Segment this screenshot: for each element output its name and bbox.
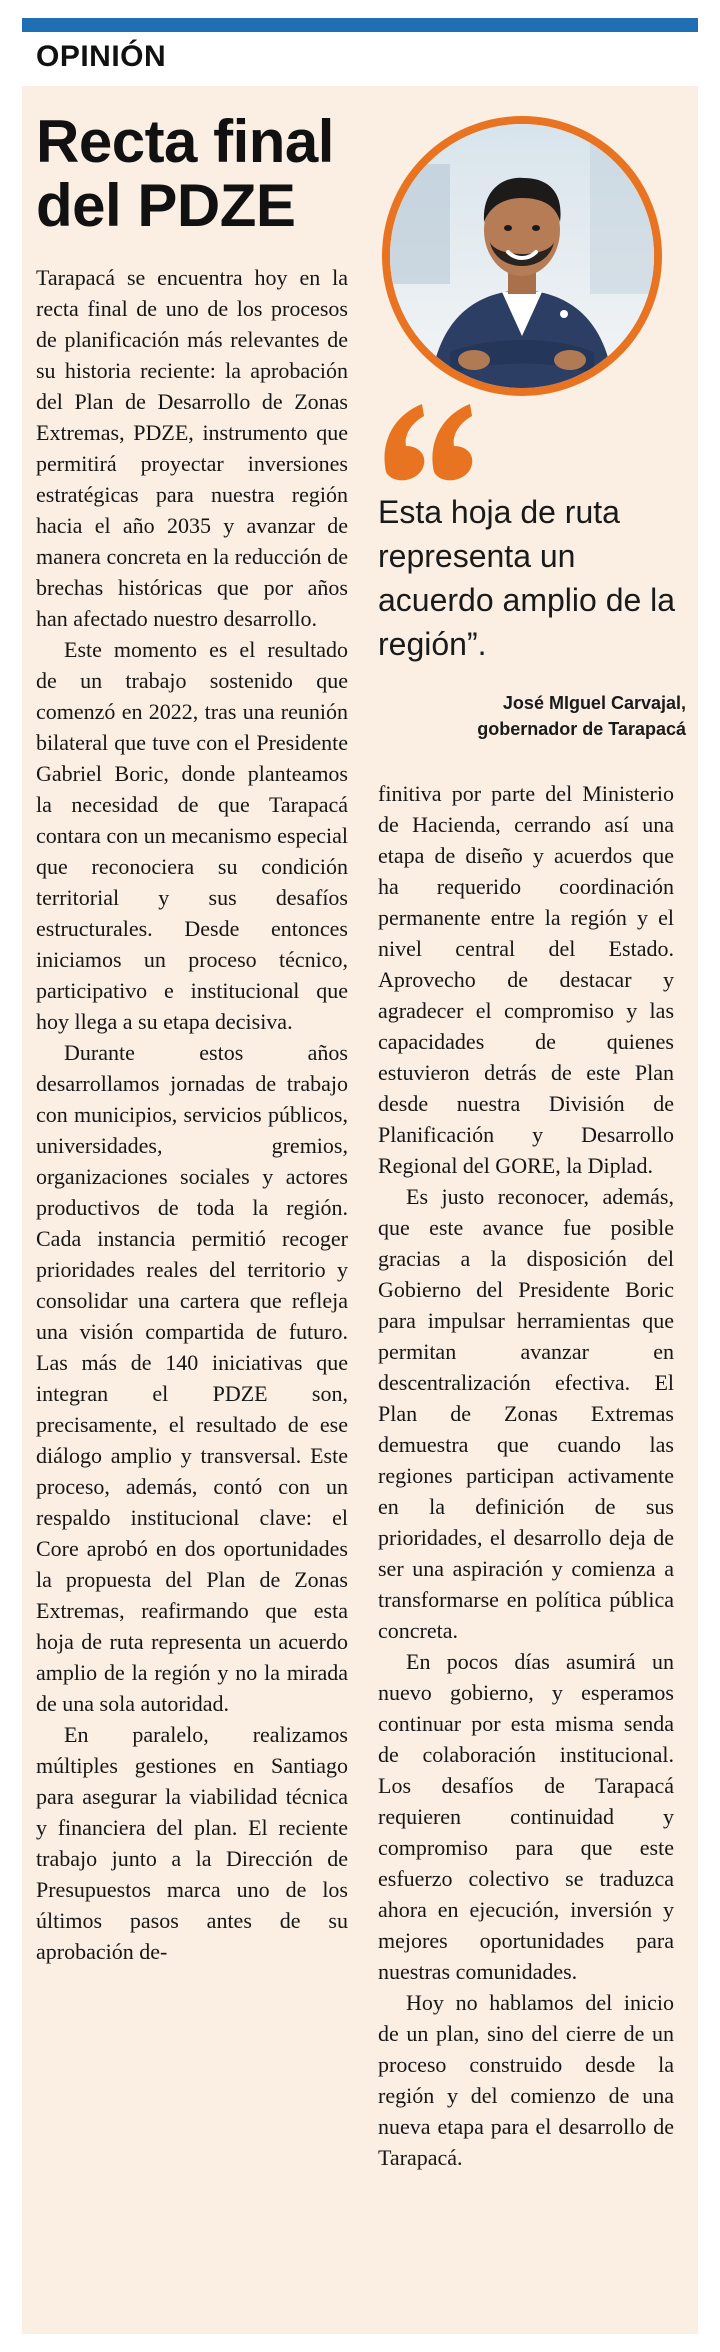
paragraph: finitiva por parte del Ministerio de Hacienda, cerrando así una etapa de diseño y acuerdos que ha requerido coordinación permanente entre la región y el nivel central del Estado. Aprovecho de destacar y agradecer el compromiso y las capacidades de quienes estuvieron detrás de este Plan desde nuestra División de Planificación y Desarrollo Regional del GORE, la Diplad. bbox=[378, 781, 674, 1178]
paragraph: Tarapacá se encuentra hoy en la recta final de uno de los procesos de planificación más relevantes de su historia reciente: la aprobación del Plan de Desarrollo de Zonas Extremas, PDZE, instrumento que permitirá proyectar inversiones estratégicas para nuestra región hacia el año 2035 y avanzar de manera concreta en la reducción de brechas históricas que por años han afectado nuestro desarrollo. bbox=[36, 265, 348, 631]
paragraph: En paralelo, realizamos múltiples gestiones en Santiago para asegurar la viabilidad técnica y financiera del plan. El reciente trabajo junto a la Dirección de Presupuestos marca uno de los últimos pasos antes de su aprobación de- bbox=[36, 1722, 348, 1964]
paragraph: Es justo reconocer, además, que este avance fue posible gracias a la disposición del Gobierno del Presidente Boric para impulsar herramientas que permitan avanzar en descentralización efectiva. El Plan de Zonas Extremas demuestra que cuando las regiones participan activamente en la definición de sus prioridades, el desarrollo deja de ser una aspiración y comienza a transformarse en política pública concreta. bbox=[378, 1184, 674, 1643]
paragraph: Hoy no hablamos del inicio de un plan, sino del cierre de un proceso construido desde la región y del comienzo de una nueva etapa para el desarrollo de Tarapacá. bbox=[378, 1990, 674, 2170]
portrait-illustration bbox=[390, 124, 654, 388]
article-column-right bbox=[378, 778, 674, 2173]
author-credit bbox=[386, 690, 686, 742]
author-role: gobernador de Tarapacá bbox=[477, 719, 686, 739]
paragraph: Este momento es el resultado de un trabajo sostenido que comenzó en 2022, tras una reunión bilateral que tuve con el Presidente Gabriel Boric, donde planteamos la necesidad de que Tarapacá contara con un mecanismo especial que reconociera su condición territorial y sus desafíos estructurales. Desde entonces iniciamos un proceso técnico, participativo e institucional que hoy llega a su etapa decisiva. bbox=[36, 637, 348, 1034]
pull-quote: Esta hoja de ruta representa un acuerdo amplio de la región”. bbox=[378, 494, 676, 662]
paragraph: Durante estos años desarrollamos jornadas de trabajo con municipios, servicios públicos, universidades, gremios, organizaciones sociales y actores productivos de toda la región. Cada instancia permitió recoger prioridades reales del territorio y consolidar una cartera que refleja una visión compartida de futuro. Las más de 140 iniciativas que integran el PDZE son, precisamente, el resultado de ese diálogo amplio y transversal. Este proceso, además, contó con un respaldo institucional clave: el Core aprobó en dos oportunidades la propuesta del Plan de Zonas Extremas, reafirmando que esta hoja de ruta representa un acuerdo amplio de la región y no la mirada de una sola autoridad. bbox=[36, 1040, 348, 1716]
author-portrait bbox=[382, 116, 662, 396]
paragraph: En pocos días asumirá un nuevo gobierno, y esperamos continuar por esta misma senda de colaboración institucional. Los desafíos de Tarapacá requieren continuidad y compromiso para que este esfuerzo colectivo se traduzca ahora en ejecución, inversión y mejores oportunidades para nuestras comunidades. bbox=[378, 1649, 674, 1984]
headline: Recta final del PDZE bbox=[36, 108, 334, 239]
top-accent-bar bbox=[22, 18, 698, 32]
section-label: OPINIÓN bbox=[36, 40, 167, 73]
article-column-left bbox=[36, 262, 348, 1967]
author-name: José MIguel Carvajal, bbox=[502, 693, 686, 713]
quote-mark-icon bbox=[378, 392, 478, 482]
